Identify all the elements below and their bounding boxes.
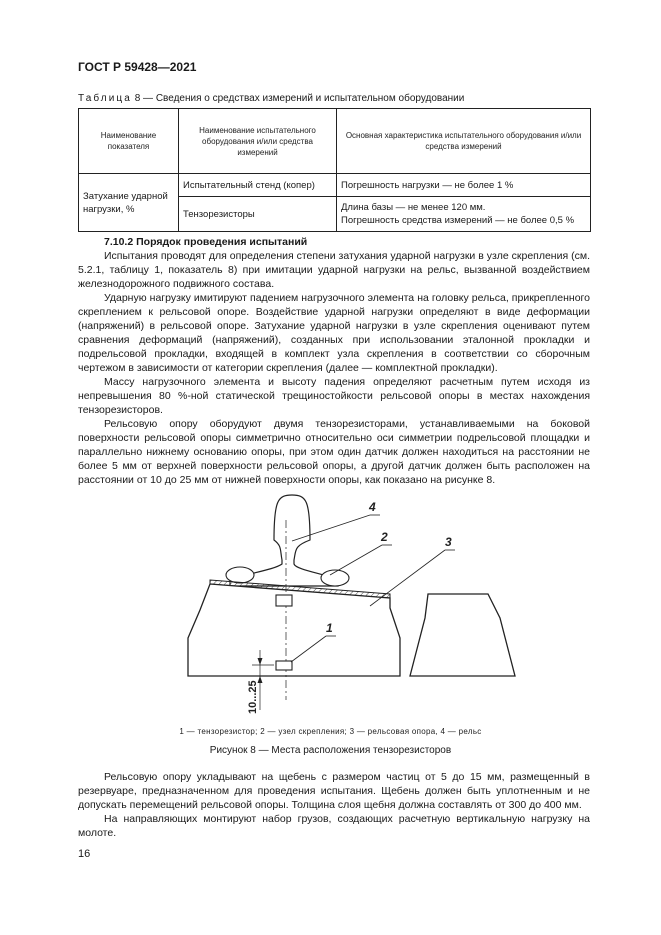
characteristic-cell [337, 197, 591, 232]
page-number: 16 [78, 848, 91, 860]
equipment-cell: Испытательный стенд (копер) [179, 174, 337, 197]
leader-line-2 [330, 545, 382, 575]
section-body [78, 235, 590, 487]
column-header-indicator: Наименование показателя [79, 109, 179, 174]
table-header-row [79, 109, 591, 174]
rail-support-section [188, 584, 400, 676]
figure-label-4: 4 [369, 500, 376, 514]
paragraph: На направляющих монтируют набор грузов, создающих расчетную вертикальную нагрузку на молоте. [78, 813, 590, 839]
table-row [79, 174, 591, 197]
figure-label-1: 1 [326, 621, 333, 635]
table-caption-title: 8 — Сведения о средствах измерений и испытательном оборудовании [131, 93, 465, 104]
figure-caption: Рисунок 8 — Места расположения тензорезисторов [209, 745, 452, 756]
measurement-table [78, 108, 591, 232]
paragraph: Ударную нагрузку имитируют падением нагрузочного элемента на головку рельса, прикрепленного скреплением к рельсовой опоре. Воздействие ударной нагрузки определяют в виде деформации (напряжений) в рельсовой опоре. Затухание ударной нагрузки в узле скрепления оценивают путем сравнения деформаций (напряжений), созданных при использовании эталонной прокладки и подрельсовой прокладки, входящей в комплект узла скрепления в соответствии со сборочным чертежом в зависимости от категории скрепления (далее — комплектной прокладки). [78, 292, 590, 374]
paragraph: Испытания проводят для определения степени затухания ударной нагрузки в узле скрепления (см. 5.2.1, таблицу 1, показатель 8) при имитации ударной нагрузки на рельс, вызванной воздействием железнодорожного подвижного состава. [78, 250, 590, 290]
rail-support-side-view [410, 594, 515, 676]
table-caption-prefix: Таблица [78, 93, 132, 104]
section-heading: 7.10.2 Порядок проведения испытаний [104, 236, 308, 248]
column-header-characteristic: Основная характеристика испытательного оборудования и/или средства измерений [337, 109, 591, 174]
characteristic-line: Длина базы — не менее 120 мм. [341, 202, 486, 213]
column-header-equipment: Наименование испытательного оборудования и/или средства измерений [179, 109, 337, 174]
figure-label-2: 2 [381, 530, 388, 544]
dimension-label: 10...25 [247, 680, 259, 714]
figure-8-diagram [170, 480, 530, 720]
table-caption [78, 93, 464, 104]
strain-gauge-upper [276, 595, 292, 606]
strain-gauge-lower [276, 661, 292, 670]
document-header: ГОСТ Р 59428—2021 [78, 60, 197, 74]
paragraph: Рельсовую опору укладывают на щебень с размером частиц от 5 до 15 мм, размещенный в резервуаре, предназначенном для проведения испытания. Щебень должен быть уплотненным и не допускать перемещений рельсовой опоры. Толщина слоя щебня должна составлять от 300 до 400 мм. [78, 771, 590, 811]
figure-legend: 1 — тензорезистор; 2 — узел скрепления; 3 — рельсовая опора, 4 — рельс [179, 727, 482, 736]
figure-label-3: 3 [445, 535, 452, 549]
characteristic-cell: Погрешность нагрузки — не более 1 % [337, 174, 591, 197]
paragraph: Массу нагрузочного элемента и высоту падения определяют расчетным путем исходя из непревышения 80 %-ной статической трещиностойкости рельсовой опоры в местах нахождения тензорезисторов. [78, 376, 590, 416]
paragraph: Рельсовую опору оборудуют двумя тензорезисторами, устанавливаемыми на боковой поверхности рельсовой опоры симметрично относительно оси симметрии подрельсовой площадки и параллельно нижнему основанию опоры, при этом один датчик должен находиться на расстоянии не более 5 мм от верхней поверхности рельсовой опоры, а другой датчик должен быть расположен на расстоянии от 10 до 25 мм от нижней поверхности опоры, как показано на рисунке 8. [78, 418, 590, 486]
continuation-body [78, 770, 590, 840]
fastening-clip-left [226, 567, 254, 583]
indicator-cell: Затухание ударной нагрузки, % [79, 174, 179, 232]
equipment-cell: Тензорезисторы [179, 197, 337, 232]
characteristic-line: Погрешность средства измерений — не более 0,5 % [341, 215, 575, 226]
